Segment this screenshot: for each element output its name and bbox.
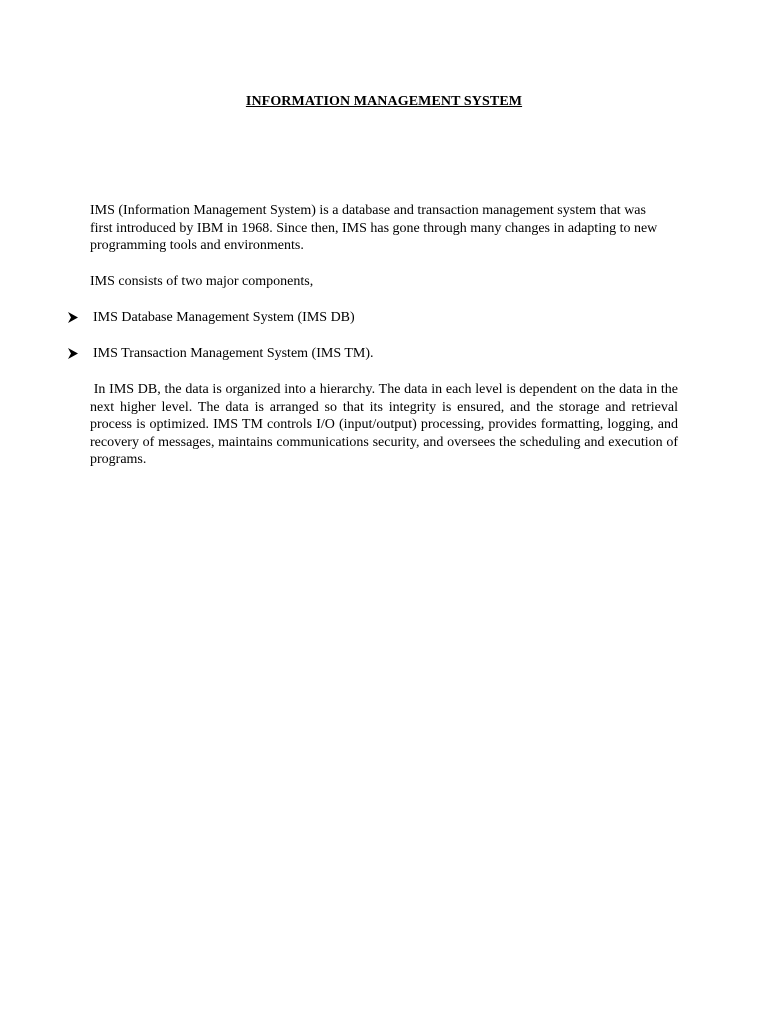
list-item: [68, 345, 688, 363]
list-item-label: IMS Transaction Management System (IMS TM).: [93, 346, 374, 361]
intro-paragraph: IMS (Information Management System) is a database and transaction management system that was first introduced by IBM in 1968. Since then, IMS has gone through many changes in adapting to new programming tools and environments.: [90, 203, 658, 253]
arrow-bullet-icon: [68, 309, 93, 327]
arrow-bullet-icon: [68, 345, 93, 363]
list-item-label: IMS Database Management System (IMS DB): [93, 310, 355, 325]
components-intro: IMS consists of two major components,: [90, 274, 314, 289]
list-item: [68, 309, 688, 327]
detail-paragraph: In IMS DB, the data is organized into a hierarchy. The data in each level is dependent on the data in the next higher level. The data is arranged so that its integrity is ensured, and the storage and retrieval process is optimized. IMS TM controls I/O (input/output) processing, provides formatting, logging, and recovery of messages, maintains communications security, and oversees the scheduling and execution of programs.: [90, 382, 682, 467]
page-title: INFORMATION MANAGEMENT SYSTEM: [245, 94, 523, 109]
